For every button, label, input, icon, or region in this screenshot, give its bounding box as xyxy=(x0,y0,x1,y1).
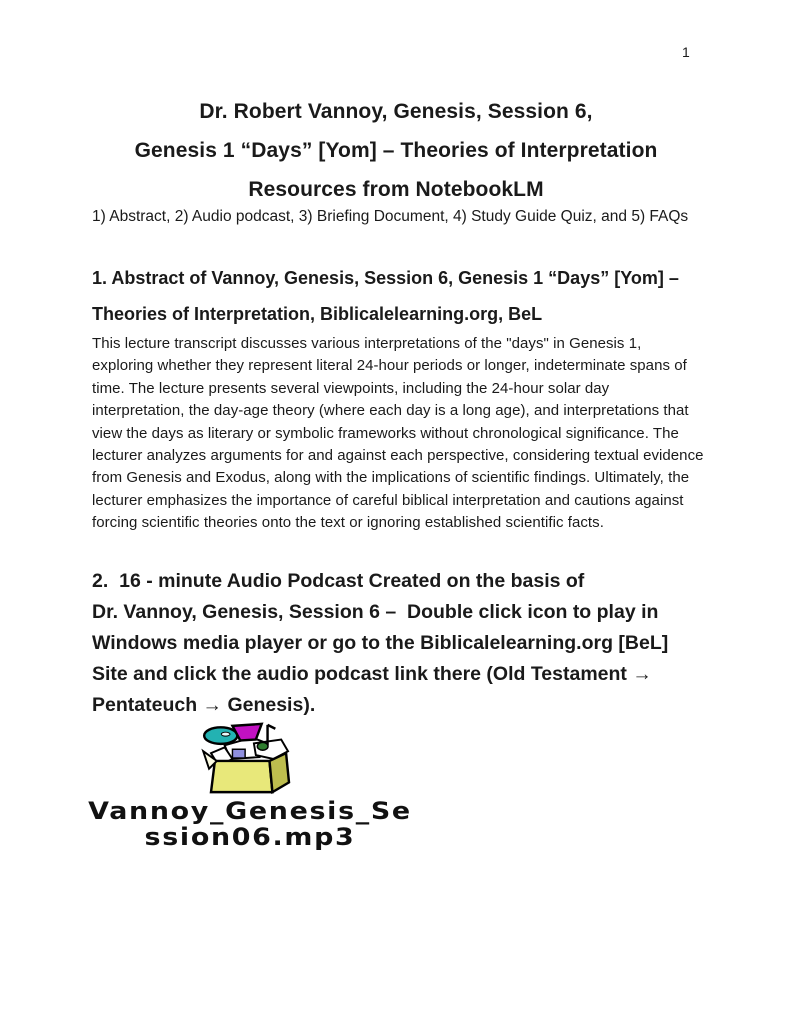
box-side-shape xyxy=(270,753,290,792)
chip-shape xyxy=(232,749,245,758)
title-line-1: Dr. Robert Vannoy, Genesis, Session 6, xyxy=(199,100,593,123)
attachment-filename-line-2[interactable]: ssion06.mp3 xyxy=(144,823,356,851)
audio-podcast-attachment[interactable] xyxy=(88,720,412,851)
section2-heading-line-5: Pentateuch → Genesis). xyxy=(92,694,316,716)
document-title xyxy=(80,92,712,209)
attachment-filename-line-1[interactable]: Vannoy_Genesis_Se xyxy=(88,797,412,825)
box-front-shape xyxy=(211,761,272,792)
cd-hole-shape xyxy=(221,732,230,736)
cd-disc-shape xyxy=(204,727,237,744)
resource-list-line: 1) Abstract, 2) Audio podcast, 3) Briefing Document, 4) Study Guide Quiz, and 5) FAQs xyxy=(92,208,689,225)
note-head-shape xyxy=(257,742,268,750)
section2-heading-line-1: 2. 16 - minute Audio Podcast Created on the basis of xyxy=(92,570,585,592)
title-line-3: Resources from NotebookLM xyxy=(248,178,544,201)
section2-heading xyxy=(92,566,752,721)
section1-heading xyxy=(92,260,732,332)
section1-heading-line-1: 1. Abstract of Vannoy, Genesis, Session 6, Genesis 1 “Days” [Yom] – xyxy=(92,268,679,288)
section1-heading-line-2: Theories of Interpretation, Biblicalelearning.org, BeL xyxy=(92,304,543,324)
section2-heading-line-3: Windows media player or go to the Biblicalelearning.org [BeL] xyxy=(92,632,669,654)
attachment-filename[interactable] xyxy=(73,798,427,850)
media-clip-icon[interactable] xyxy=(191,720,309,798)
section2-heading-line-2: Dr. Vannoy, Genesis, Session 6 – Double click icon to play in xyxy=(92,601,659,623)
abstract-paragraph: This lecture transcript discusses various interpretations of the "days" in Genesis 1, exploring whether they represent literal 24-hour periods or longer, indeterminate spans of time. The lecture presents several viewpoints, including the 24-hour solar day interpretation, the day-age theory (where each day is a long age), and interpretations that view the days as literary or symbolic frameworks without chronological significance. The lecturer analyzes arguments for and against each perspective, considering textual evidence from Genesis and Exodus, along with the implications of scientific findings. Ultimately, the lecturer emphasizes the importance of careful biblical interpretation and cautions against forcing scientific theories onto the text or ignoring established scientific facts. xyxy=(92,335,704,532)
section2-heading-line-4: Site and click the audio podcast link there (Old Testament → xyxy=(92,663,652,685)
page-number: 1 xyxy=(682,44,690,60)
title-line-2: Genesis 1 “Days” [Yom] – Theories of Interpretation xyxy=(134,139,658,162)
